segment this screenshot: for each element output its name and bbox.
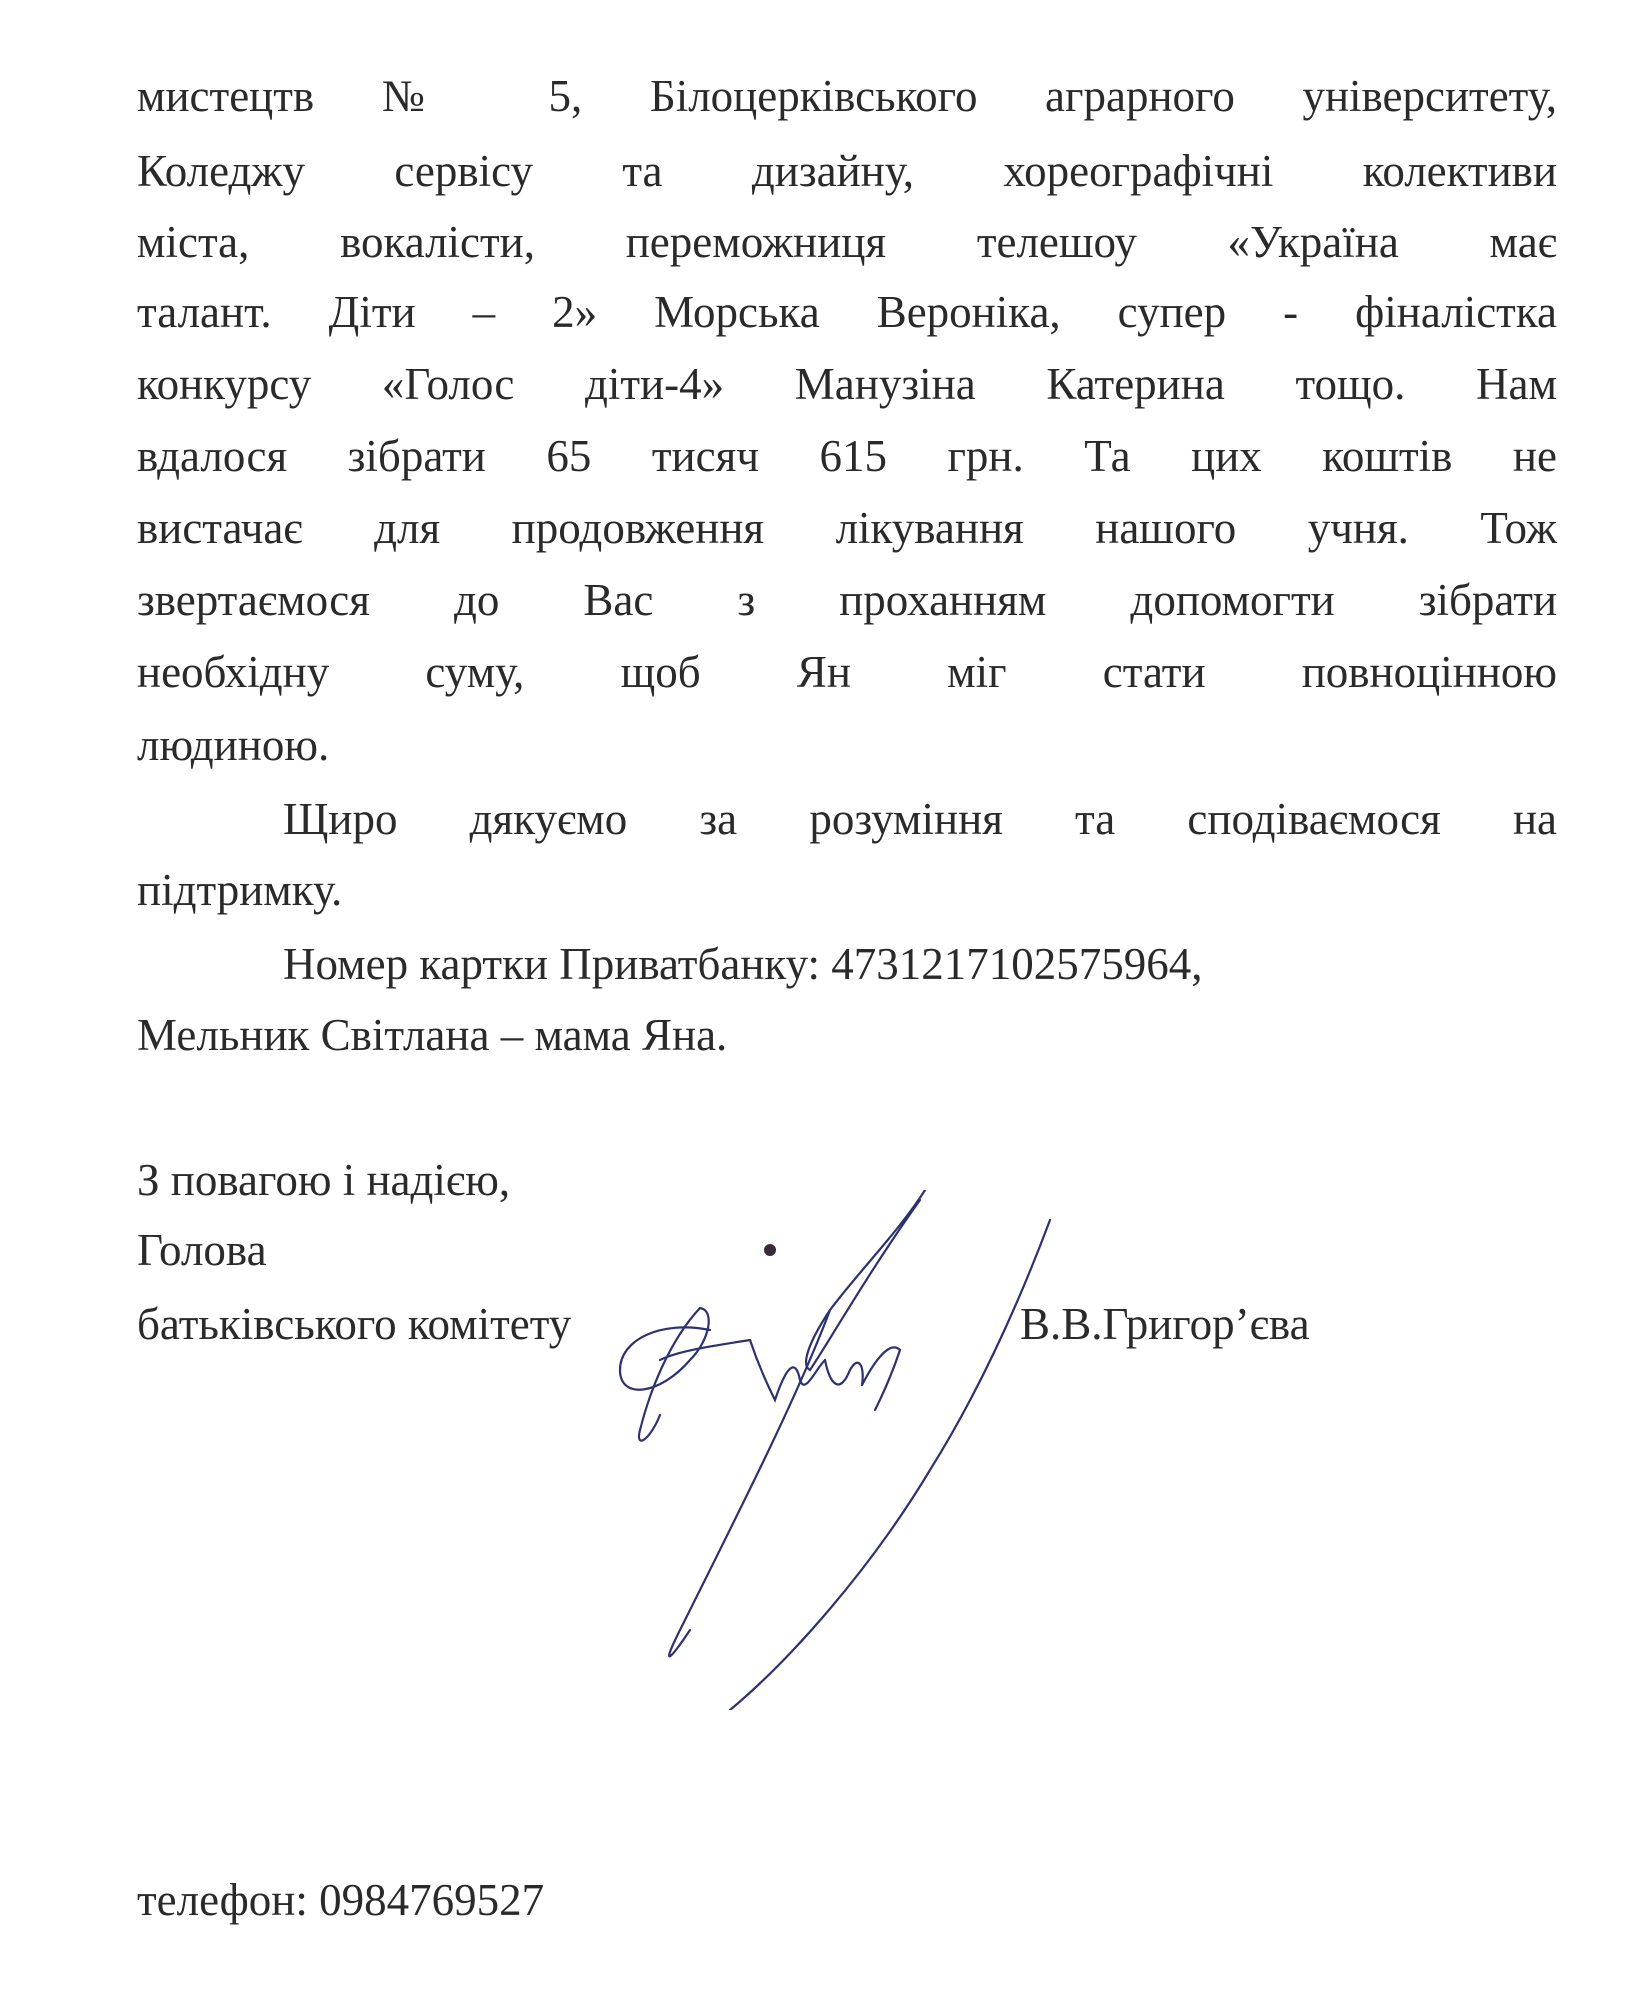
card-holder-line: Мельник Світлана – мама Яна. — [137, 1010, 728, 1060]
body-line: мистецтв № 5, Білоцерківського аграрного університету, — [137, 71, 1557, 121]
signatory-name: В.В.Григор’єва — [1020, 1299, 1310, 1349]
body-line: талант. Діти – 2» Морська Вероніка, супер - фіналістка — [137, 287, 1557, 337]
phone-number: телефон: 0984769527 — [137, 1875, 545, 1925]
closing-title: батьківського комітету — [137, 1299, 572, 1349]
handwritten-signature — [600, 1190, 1070, 1710]
body-line: вдалося зібрати 65 тисяч 615 грн. Та цих коштів не — [137, 431, 1557, 481]
body-line: звертаємося до Вас з проханням допомогти зібрати — [137, 575, 1557, 625]
body-line: необхідну суму, щоб Ян міг стати повноцінною — [137, 647, 1557, 697]
body-line: Коледжу сервісу та дизайну, хореографічні колективи — [137, 146, 1557, 196]
body-line: міста, вокалісти, переможниця телешоу «Україна має — [137, 217, 1557, 267]
body-line: конкурсу «Голос діти-4» Манузіна Катерина тощо. Нам — [137, 359, 1557, 409]
thanks-line: Щиро дякуємо за розуміння та сподіваємося на — [283, 794, 1557, 844]
thanks-line: підтримку. — [137, 865, 343, 915]
closing-regards: З повагою і надією, — [137, 1155, 511, 1205]
body-line: людиною. — [137, 720, 330, 770]
card-number-line: Номер картки Приватбанку: 4731217102575964, — [283, 939, 1203, 989]
body-line: вистачає для продовження лікування нашого учня. Тож — [137, 503, 1557, 553]
closing-title: Голова — [137, 1225, 267, 1275]
